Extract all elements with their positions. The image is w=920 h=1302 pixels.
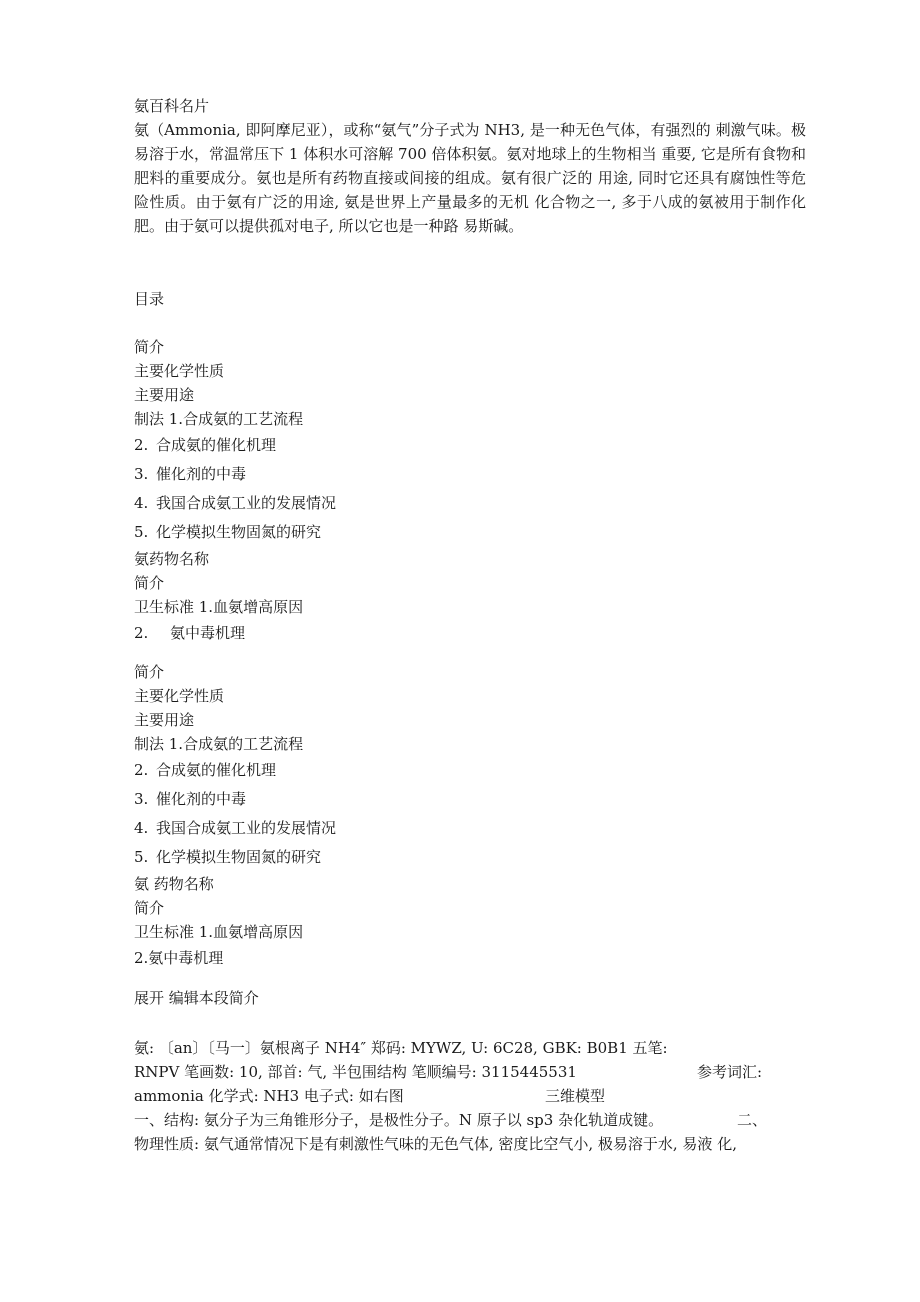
body-text-segment: 参考词汇:	[697, 1063, 763, 1081]
body-line	[134, 1084, 806, 1108]
toc-item[interactable]: 氨药物名称	[134, 550, 210, 568]
body-text-segment: 一、结构: 氨分子为三角锥形分子，是极性分子。N 原子以 sp3 杂化轨道成键。	[134, 1111, 664, 1129]
toc-item[interactable]: 简介	[134, 338, 165, 356]
body-line	[134, 1108, 806, 1132]
table-of-contents-1	[134, 335, 806, 648]
document-page	[134, 94, 806, 1153]
body-text-segment: 物理性质: 氨气通常情况下是有刺激性气味的无色气体, 密度比空气小, 极易溶于水, 易液 化,	[134, 1135, 737, 1153]
toc-item-label: 化学模拟生物固氮的研究	[156, 523, 322, 541]
toc-item[interactable]: 主要用途	[134, 711, 195, 729]
toc-item-number: 3.	[134, 790, 149, 808]
toc-item-number: 4.	[134, 819, 149, 837]
body-text-segment: 二、	[737, 1111, 768, 1129]
body-text	[134, 1036, 806, 1156]
toc-item[interactable]: 卫生标准 1.血氨增高原因	[134, 923, 304, 941]
toc-item[interactable]	[134, 785, 806, 814]
toc-item-label: 合成氨的催化机理	[156, 436, 277, 454]
body-text-segment: 三维模型	[545, 1087, 606, 1105]
toc-item[interactable]	[134, 619, 806, 648]
toc-item-number: 2.	[134, 624, 149, 642]
toc-item-label: 我国合成氨工业的发展情况	[156, 494, 337, 512]
toc-heading: 目录	[134, 290, 165, 308]
table-of-contents-2	[134, 660, 806, 973]
intro-paragraph: 氨（Ammonia, 即阿摩尼亚），或称“氨气”分子式为 NH3, 是一种无色气体，有强烈的 刺激气味。极易溶于水，常温常压下 1 体积水可溶解 700 倍体积氨。氨对地球上的生物相当 重要, 它是所有食物和肥料的重要成分。氨也是所有药物直接或间接的组成。氨有很广泛的 用途, 同时它还具有腐蚀性等危险性质。由于氨有广泛的用途, 氨是世界上产量最多的无机 化合物之一, 多于八成的氨被用于制作化肥。由于氨可以提供孤对电子, 所以它也是一种路 易斯碱。	[134, 121, 806, 235]
toc-item[interactable]	[134, 489, 806, 518]
toc-item[interactable]: 制法 1.合成氨的工艺流程	[134, 410, 304, 428]
toc-item[interactable]: 主要化学性质	[134, 362, 225, 380]
toc-item-label: 催化剂的中毒	[156, 790, 247, 808]
body-text-segment: 氨: 〔an〕〔马一〕氨根离子 NH4″ 郑码: MYWZ, U: 6C28, GBK: B0B1 五笔:	[134, 1039, 668, 1057]
toc-item[interactable]: 2.氨中毒机理	[134, 949, 224, 967]
toc-item-label: 化学模拟生物固氮的研究	[156, 848, 322, 866]
expand-edit-section-link[interactable]: 展开 编辑本段简介	[134, 989, 259, 1007]
toc-item[interactable]	[134, 431, 806, 460]
toc-item-number: 2.	[134, 436, 149, 454]
toc-item[interactable]: 主要化学性质	[134, 687, 225, 705]
body-line	[134, 1036, 806, 1060]
toc-item[interactable]	[134, 843, 806, 872]
toc-item[interactable]	[134, 518, 806, 547]
toc-item-label: 催化剂的中毒	[156, 465, 247, 483]
toc-item[interactable]: 卫生标准 1.血氨增高原因	[134, 598, 304, 616]
body-text-segment: RNPV 笔画数: 10, 部首: 气, 半包围结构 笔顺编号: 3115445531	[134, 1063, 577, 1081]
toc-item-number: 3.	[134, 465, 149, 483]
document-title: 氨百科名片	[134, 97, 210, 115]
toc-item-label: 我国合成氨工业的发展情况	[156, 819, 337, 837]
body-line	[134, 1132, 806, 1156]
toc-item[interactable]: 制法 1.合成氨的工艺流程	[134, 735, 304, 753]
toc-item[interactable]: 氨 药物名称	[134, 875, 214, 893]
toc-item[interactable]: 主要用途	[134, 386, 195, 404]
toc-item[interactable]: 简介	[134, 574, 165, 592]
toc-item[interactable]	[134, 756, 806, 785]
body-text-segment: ammonia 化学式: NH3 电子式: 如右图	[134, 1087, 404, 1105]
body-line	[134, 1060, 806, 1084]
toc-item[interactable]: 简介	[134, 899, 165, 917]
toc-item-number: 4.	[134, 494, 149, 512]
toc-item-label: 合成氨的催化机理	[156, 761, 277, 779]
toc-item[interactable]	[134, 814, 806, 843]
toc-item-number: 2.	[134, 761, 149, 779]
toc-item-label: 氨中毒机理	[170, 624, 246, 642]
toc-item-number: 5.	[134, 523, 149, 541]
toc-item[interactable]: 简介	[134, 663, 165, 681]
toc-item[interactable]	[134, 460, 806, 489]
toc-item-number: 5.	[134, 848, 149, 866]
